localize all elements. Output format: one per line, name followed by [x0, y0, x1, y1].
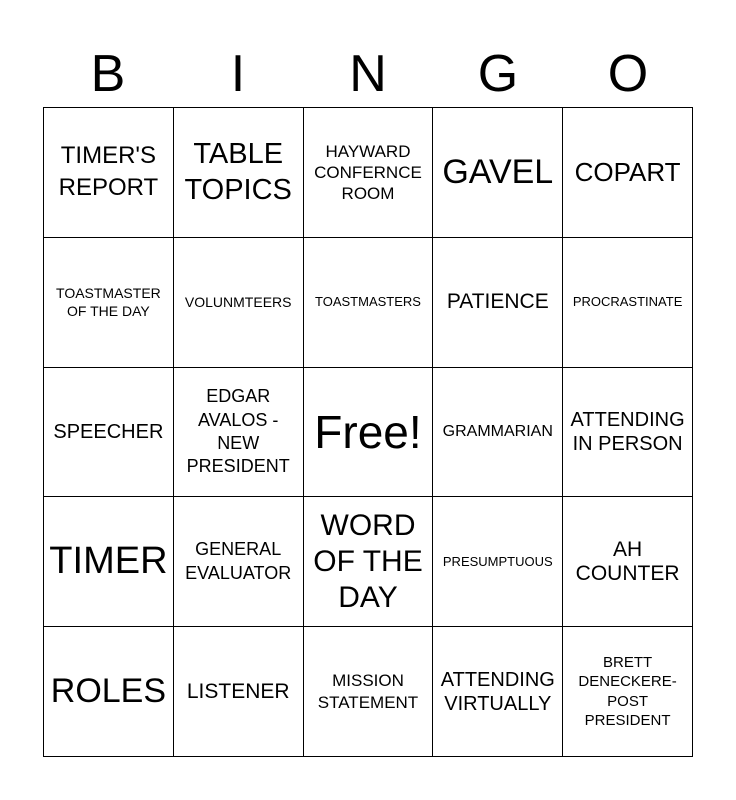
bingo-cell[interactable] — [304, 627, 434, 757]
bingo-cell[interactable] — [44, 627, 174, 757]
bingo-cell[interactable] — [563, 497, 693, 627]
cell-label: WORD OF THE DAY — [313, 508, 423, 614]
bingo-cell[interactable] — [304, 108, 434, 238]
cell-label: SPEECHER — [53, 420, 164, 443]
header-letter-b: B — [90, 45, 126, 103]
bingo-cell[interactable] — [563, 108, 693, 238]
bingo-header — [43, 40, 693, 108]
bingo-cell[interactable] — [174, 238, 304, 368]
cell-label: COPART — [574, 156, 681, 187]
header-letter-g: G — [477, 45, 519, 103]
cell-label: BRETT DENECKERE-POST PRESIDENT — [578, 653, 677, 730]
cell-label: MISSION STATEMENT — [317, 671, 419, 712]
bingo-cell[interactable] — [433, 108, 563, 238]
bingo-cell[interactable] — [563, 627, 693, 757]
bingo-cell[interactable] — [433, 497, 563, 627]
cell-label: ATTENDING VIRTUALLY — [440, 668, 555, 715]
cell-label: TIMER'S REPORT — [58, 142, 159, 202]
bingo-cell[interactable] — [174, 627, 304, 757]
header-letter-n: N — [349, 45, 387, 103]
cell-label: Free! — [314, 405, 422, 458]
bingo-cell[interactable] — [44, 238, 174, 368]
bingo-cell[interactable] — [44, 108, 174, 238]
cell-label: PATIENCE — [446, 290, 549, 314]
bingo-cell[interactable] — [433, 238, 563, 368]
bingo-cell[interactable] — [433, 627, 563, 757]
cell-label: ROLES — [50, 671, 167, 710]
bingo-cell[interactable] — [174, 368, 304, 498]
bingo-board — [43, 107, 693, 757]
bingo-cell[interactable] — [304, 497, 434, 627]
cell-label: GENERAL EVALUATOR — [185, 539, 292, 583]
cell-label: PROCRASTINATE — [572, 294, 683, 310]
bingo-cell[interactable] — [433, 368, 563, 498]
bingo-cell[interactable] — [563, 238, 693, 368]
header-letter-i: I — [230, 45, 246, 103]
cell-label: VOLUNMTEERS — [184, 294, 292, 311]
bingo-cell[interactable] — [44, 368, 174, 498]
cell-label: LISTENER — [186, 679, 290, 703]
cell-label: TIMER — [49, 539, 168, 582]
cell-label: HAYWARD CONFERNCE ROOM — [314, 141, 422, 204]
cell-label: TOASTMASTER OF THE DAY — [56, 285, 161, 320]
cell-label: PRESUMPTUOUS — [442, 553, 553, 569]
header-letter-o: O — [607, 45, 649, 103]
cell-label: GRAMMARIAN — [442, 422, 553, 440]
cell-label: TABLE TOPICS — [184, 138, 292, 207]
bingo-cell[interactable] — [563, 368, 693, 498]
bingo-cell[interactable] — [44, 497, 174, 627]
free-space-cell[interactable] — [304, 368, 434, 498]
cell-label: AH COUNTER — [575, 537, 680, 585]
cell-label: EDGAR AVALOS - NEW PRESIDENT — [186, 386, 290, 477]
cell-label: ATTENDING IN PERSON — [570, 408, 685, 455]
cell-label: TOASTMASTERS — [315, 294, 421, 310]
bingo-cell[interactable] — [174, 497, 304, 627]
cell-label: GAVEL — [442, 152, 554, 191]
bingo-cell[interactable] — [174, 108, 304, 238]
bingo-cell[interactable] — [304, 238, 434, 368]
